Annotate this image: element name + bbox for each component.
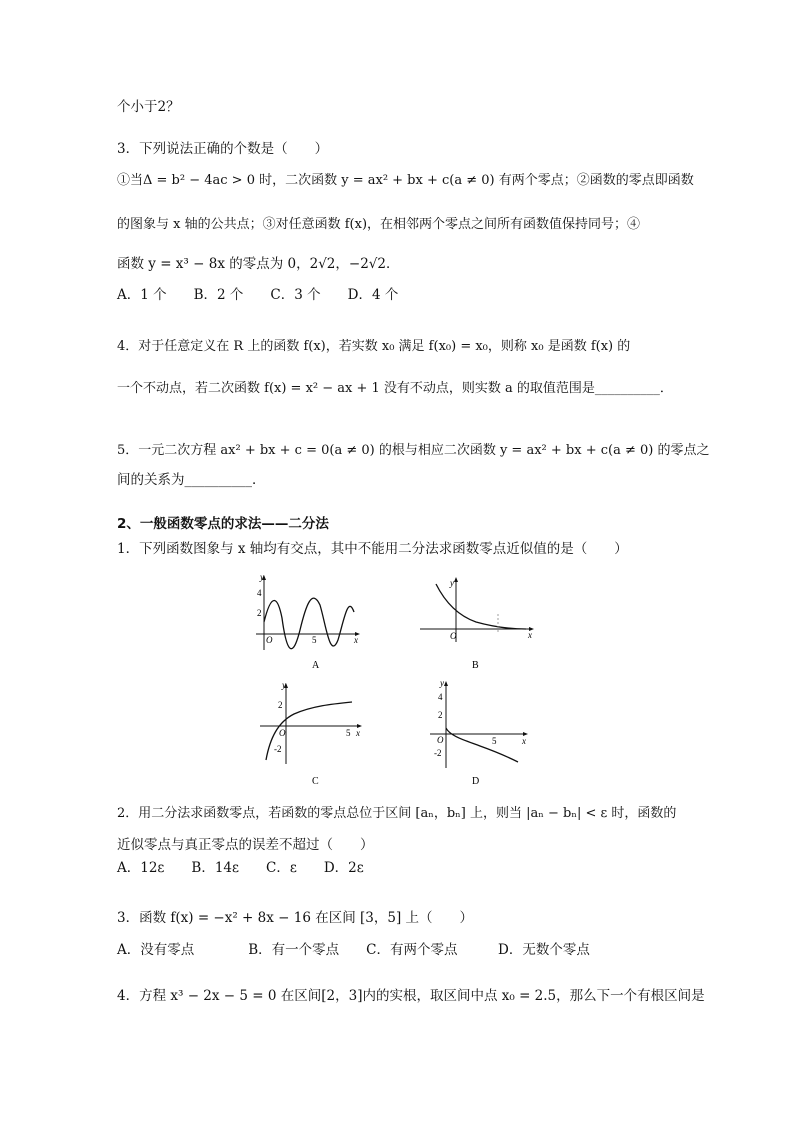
tick-2: 2: [438, 710, 443, 720]
text-line-3: ①当Δ = b² − 4ac > 0 时，二次函数 y = ax² + bx + c(a ≠ 0) 有两个零点；②函数的零点即函数: [117, 173, 694, 188]
tick-minus-2: -2: [274, 744, 282, 754]
x-label: x: [356, 728, 360, 738]
section-2-question-2: 2．用二分法求函数零点，若函数的零点总位于区间 [aₙ，bₙ] 上，则当 |aₙ − bₙ| < ε 时，函数的: [117, 806, 677, 821]
curve-d: [446, 728, 518, 762]
tick-2: 2: [278, 700, 283, 710]
y-label: y: [450, 578, 454, 588]
text-line-1: 个小于2？: [117, 99, 180, 115]
text-line-8: 一个不动点，若二次函数 f(x) = x² − ax + 1 没有不动点，则实数 a 的取值范围是__________．: [117, 381, 673, 396]
text-line-4: 的图象与 x 轴的公共点；③对任意函数 f(x)，在相邻两个零点之间所有函数值保持同号；④: [117, 217, 641, 232]
tick-minus-2: -2: [434, 748, 442, 758]
section-2-question-2-options: A．12ε B．14ε C．ε D．2ε: [117, 860, 364, 876]
section-2-question-3-options: A．没有零点 B．有一个零点 C．有两个零点 D．无数个零点: [117, 942, 590, 958]
tick-4: 4: [257, 588, 262, 598]
x-label: x: [354, 635, 358, 645]
tick-2: 2: [257, 608, 262, 618]
graph-d: [424, 678, 536, 790]
graph-caption: D: [472, 776, 480, 787]
question-3-options: A．1 个 B．2 个 C．3 个 D．4 个: [117, 287, 399, 303]
section-2-question-1: 1．下列函数图象与 x 轴均有交点，其中不能用二分法求函数零点近似值的是（ ）: [117, 541, 628, 557]
tick-4: 4: [438, 692, 443, 702]
curve-a: [264, 598, 354, 649]
curve-b: [436, 584, 526, 629]
x-label: x: [528, 630, 532, 640]
y-label: y: [440, 678, 444, 688]
graph-a: [252, 570, 368, 672]
graph-c: [254, 678, 370, 790]
origin-label: O: [437, 735, 444, 745]
section-2-question-3: 3．函数 f(x) = −x² + 8x − 16 在区间 [3，5] 上（ ）: [117, 910, 474, 926]
graph-b: [414, 574, 542, 672]
text-line-10: 间的关系为__________．: [117, 472, 266, 488]
section-heading: 2、一般函数零点的求法——二分法: [117, 516, 329, 532]
question-3-stem: 3．下列说法正确的个数是（ ）: [117, 141, 329, 157]
question-5-stem: 5．一元二次方程 ax² + bx + c = 0(a ≠ 0) 的根与相应二次函数 y = ax² + bx + c(a ≠ 0) 的零点之: [117, 443, 710, 458]
origin-label: O: [279, 728, 286, 738]
y-arrow-icon: [444, 681, 448, 686]
origin-label: O: [266, 635, 273, 645]
y-label: y: [282, 680, 286, 690]
text-line-14: 近似零点与真正零点的误差不超过（ ）: [117, 837, 374, 853]
tick-5: 5: [346, 728, 351, 738]
x-label: x: [522, 736, 526, 746]
tick-5: 5: [492, 736, 497, 746]
graph-caption: C: [312, 776, 319, 787]
y-label: y: [260, 572, 264, 582]
text-line-5: 函数 y = x³ − 8x 的零点为 0，2√2，−2√2．: [117, 256, 400, 272]
section-2-question-4: 4．方程 x³ − 2x − 5 = 0 在区间[2，3]内的实根，取区间中点 x₀ = 2.5，那么下一个有根区间是: [117, 988, 705, 1004]
tick-5: 5: [312, 635, 317, 645]
origin-label: O: [450, 631, 457, 641]
question-4-stem: 4．对于任意定义在 R 上的函数 f(x)，若实数 x₀ 满足 f(x₀) = x₀，则称 x₀ 是函数 f(x) 的: [117, 339, 631, 354]
y-arrow-icon: [454, 577, 458, 582]
graph-caption: B: [472, 660, 479, 671]
graph-caption: A: [312, 660, 320, 671]
